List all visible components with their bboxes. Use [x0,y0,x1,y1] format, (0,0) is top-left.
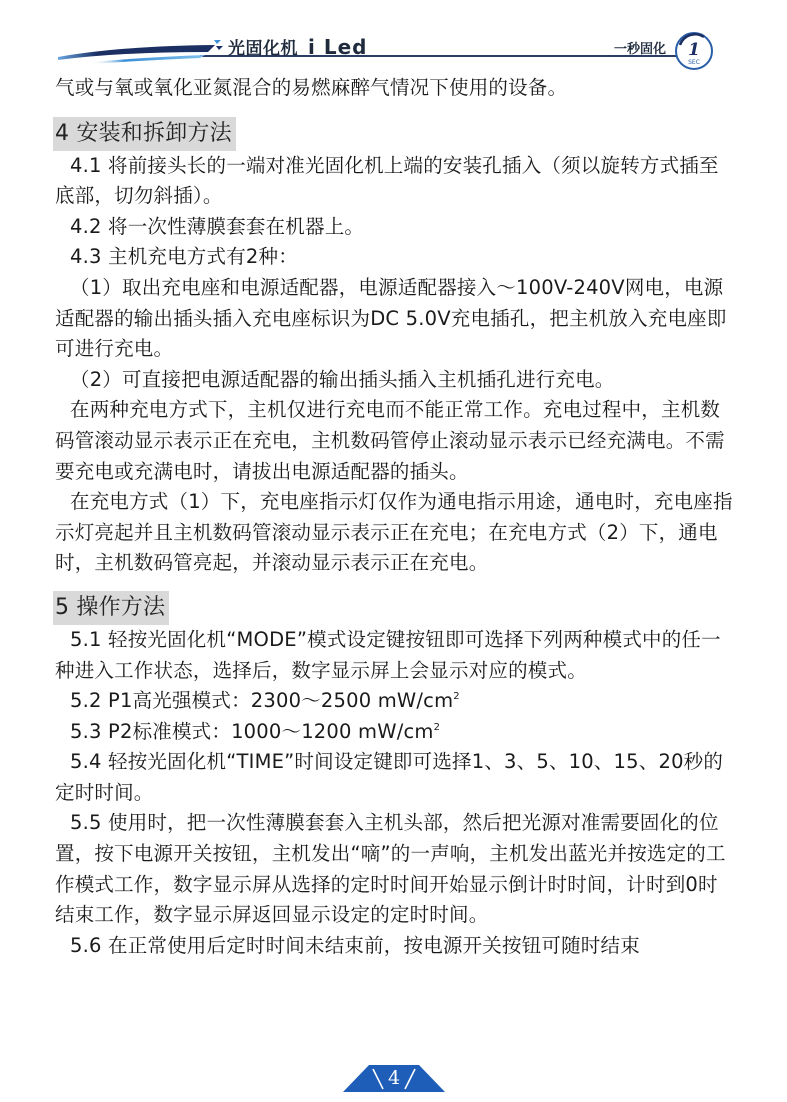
section-4-heading-wrap [55,117,735,151]
paragraph-4-3-option-2: （2）可直接把电源适配器的输出插头插入主机插孔进行充电。 [70,367,615,391]
page-number: 4 [387,1067,401,1089]
paragraph-4-3-option-1: （1）取出充电座和电源适配器，电源适配器接入～100V-240V网电，电源适配器的输出插头插入充电座标识为DC 5.0V充电插孔，把主机放入充电座即可进行充电。 [55,275,727,361]
paragraph-5-3 [55,717,735,748]
paragraph-5-5: 5.5 使用时，把一次性薄膜套套入主机头部，然后把光源对准需要固化的位置，按下电源开关按钮，主机发出“嘀”的一声响，主机发出蓝光并按选定的工作模式工作，数字显示屏从选择的定时时间开始显示倒计时时间，计时到0时结束工作，数字显示屏返回显示设定的定时时间。 [55,811,726,927]
one-second-badge-icon [674,31,714,71]
section-5-heading: 5 操作方法 [53,591,169,625]
paragraph-5-2 [55,686,735,717]
intro-line: 气或与氧或氧化亚氮混合的易燃麻醉气情况下使用的设备。 [55,76,568,99]
paragraph-5-2-superscript: 2 [453,691,460,703]
product-name: 光固化机 [228,39,298,59]
paragraph-5-3-text: 5.3 P2标准模式：1000～1200 mW/cm [70,719,434,743]
paragraph-charging-behavior: 在两种充电方式下，主机仅进行充电而不能正常工作。充电过程中，主机数码管滚动显示表示正在充电，主机数码管停止滚动显示表示已经充满电。不需要充电或充满电时，请拔出电源适配器的插头。 [55,398,725,483]
badge-unit: SEC [688,59,700,66]
header-swoosh-graphic [0,0,787,78]
section-4-heading: 4 安装和拆卸方法 [53,117,236,151]
paragraph-5-1: 5.1 轻按光固化机“MODE”模式设定键按钮即可选择下列两种模式中的任一种进入工作状态，选择后，数字显示屏上会显示对应的模式。 [55,627,721,682]
paragraph-5-3-superscript: 2 [433,721,441,733]
section-5-heading-wrap [55,591,735,625]
badge-number: 1 [688,40,700,60]
paragraph-4-3: 4.3 主机充电方式有2种： [70,245,298,269]
product-brand: i Led [308,35,368,59]
header-slogan: 一秒固化 [614,42,667,57]
paragraph-5-2-text: 5.2 P1高光强模式：2300～2500 mW/cm [70,689,454,713]
document-body [55,73,735,961]
paragraph-5-6: 5.6 在正常使用后定时时间未结束前，按电源开关按钮可随时结束 [70,933,640,957]
paragraph-5-4: 5.4 轻按光固化机“TIME”时间设定键即可选择1、3、5、10、15、20秒的定时时间。 [55,750,724,804]
paragraph-charging-indicator: 在充电方式（1）下，充电座指示灯仅作为通电指示用途，通电时，充电座指示灯亮起并且主机数码管滚动显示表示正在充电；在充电方式（2）下，通电时，主机数码管亮起，并滚动显示表示正在充电。 [55,490,733,575]
product-brand-title [214,34,367,59]
paragraph-4-2: 4.2 将一次性薄膜套套在机器上。 [70,214,365,238]
page-header [0,0,787,78]
paragraph-4-1: 4.1 将前接头长的一端对准光固化机上端的安装孔插入（须以旋转方式插至底部，切勿斜插）。 [55,153,719,208]
